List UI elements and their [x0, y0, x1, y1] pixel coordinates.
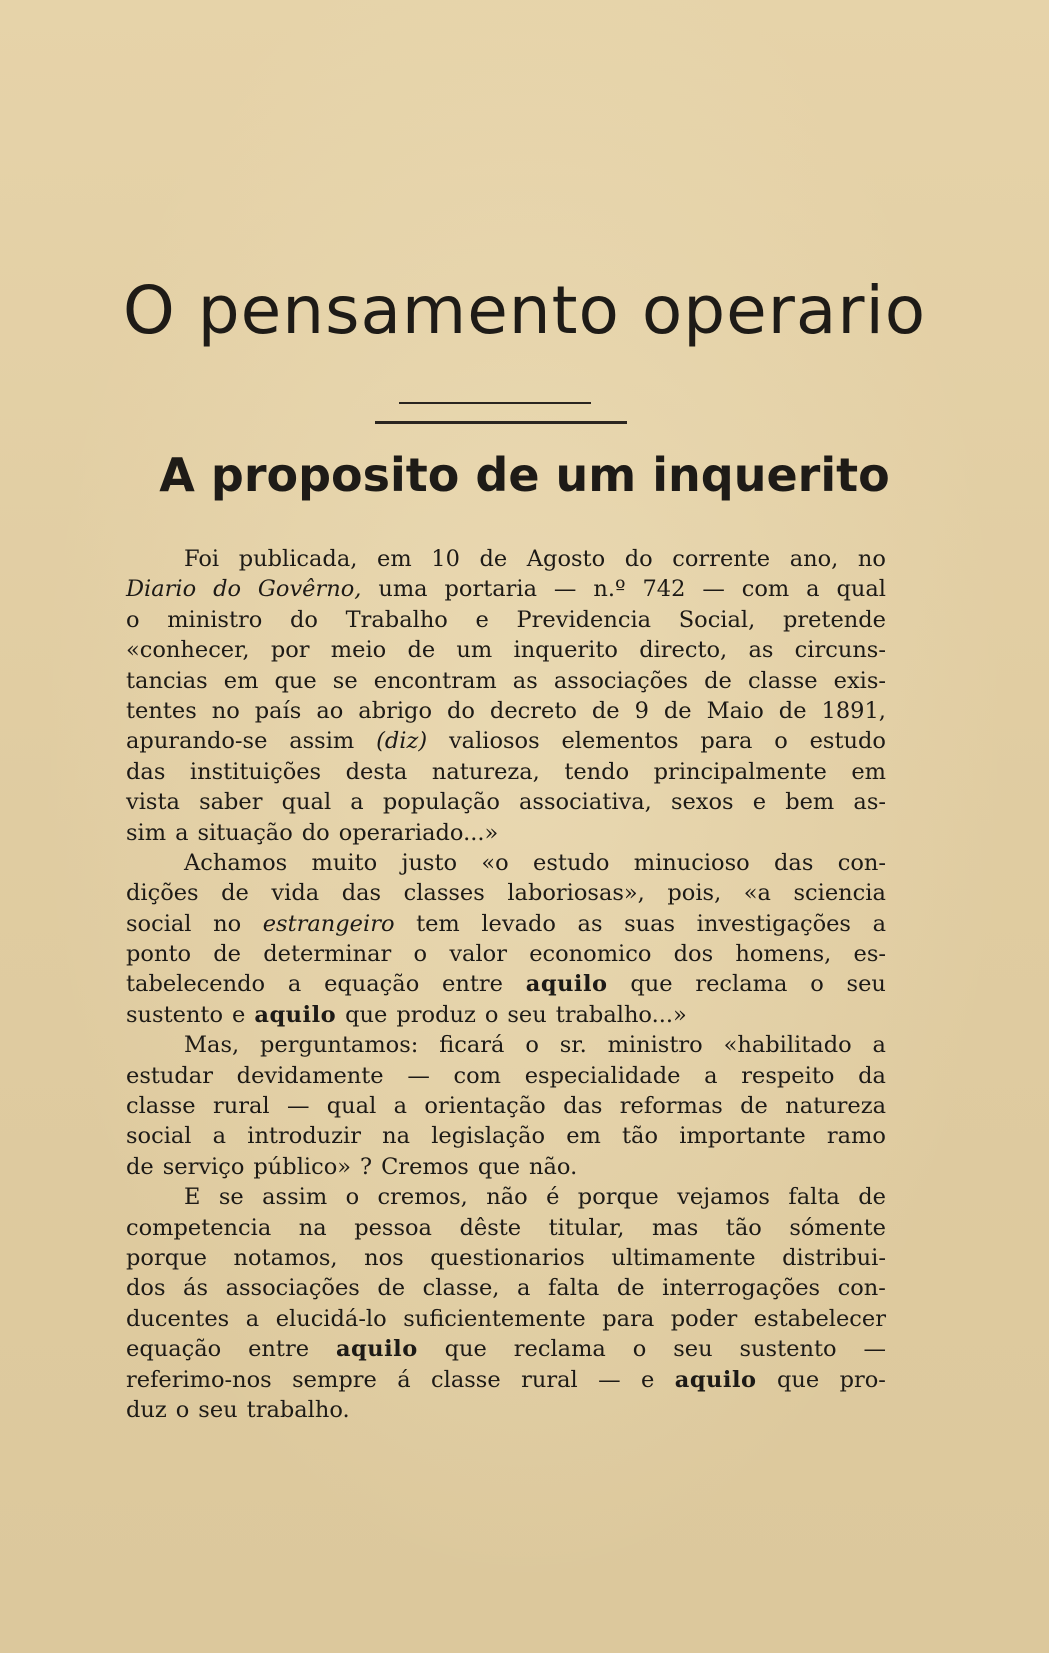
word: e — [752, 789, 767, 816]
word: de — [126, 1153, 154, 1180]
word: sustento — [739, 1336, 837, 1363]
word: Trabalho — [345, 606, 448, 633]
word: a — [872, 1032, 886, 1059]
word: em — [566, 1123, 601, 1150]
word: sexos — [670, 789, 734, 816]
word: natureza, — [431, 758, 540, 785]
word: bem — [785, 789, 835, 816]
word: seu — [198, 1396, 238, 1423]
word: Cremos — [381, 1153, 469, 1180]
text-line — [126, 848, 886, 878]
word: importante — [679, 1123, 806, 1150]
word: qual — [836, 576, 886, 603]
word: pessoa — [354, 1214, 432, 1241]
word: em — [377, 546, 412, 572]
word: equação — [324, 971, 420, 998]
word: com — [741, 576, 790, 603]
word: o — [126, 606, 140, 633]
word: 9 — [634, 697, 649, 724]
word: classe — [747, 667, 818, 694]
word: notamos, — [233, 1244, 338, 1271]
word: 1891, — [821, 697, 886, 724]
word: ás — [183, 1275, 209, 1302]
word: para — [602, 1305, 655, 1332]
word: associativa, — [519, 789, 652, 816]
text-line — [126, 544, 886, 574]
word: associações — [553, 667, 689, 694]
word: reclama — [513, 1336, 606, 1363]
word: em — [851, 758, 886, 785]
word: introduzir — [247, 1123, 361, 1150]
word: suas — [624, 910, 676, 937]
word: ao — [316, 697, 344, 724]
word: de — [704, 667, 732, 694]
word: minucioso — [633, 849, 750, 876]
text-line — [126, 1334, 886, 1364]
word: abrigo — [358, 697, 432, 724]
text-line — [126, 696, 886, 726]
word: natureza — [785, 1093, 886, 1120]
bold-word: aquilo — [674, 1366, 757, 1393]
word: legislação — [431, 1123, 546, 1150]
word: respeito — [741, 1062, 835, 1089]
text-line — [126, 666, 886, 696]
word: o — [632, 1336, 647, 1363]
word: devidamente — [236, 1062, 384, 1089]
word: as — [748, 637, 774, 664]
word: economico — [529, 941, 652, 968]
word: da — [858, 1062, 886, 1089]
word: que — [274, 667, 317, 694]
word: sr. — [559, 1032, 587, 1059]
word: ficará — [439, 1032, 505, 1059]
word: ministro — [167, 606, 263, 633]
word: «conhecer, — [126, 637, 250, 664]
bold-word: aquilo — [254, 1001, 337, 1028]
word: valor — [449, 941, 507, 968]
word: á — [397, 1366, 411, 1393]
word: orientação — [424, 1093, 546, 1120]
word: — — [407, 1062, 430, 1089]
word: interrogações — [662, 1275, 821, 1302]
word: o — [175, 1396, 190, 1423]
word: «o — [481, 849, 509, 876]
text-line — [126, 1000, 886, 1030]
word: operariado...» — [338, 819, 499, 846]
word: classe — [431, 1366, 501, 1393]
word: encontram — [373, 667, 497, 694]
word: se — [332, 667, 358, 694]
word: o — [810, 971, 824, 998]
word: é — [546, 1184, 560, 1211]
word: tancias — [126, 667, 208, 694]
word: investigações — [696, 910, 851, 937]
word: a — [287, 971, 302, 998]
word: dos — [126, 1275, 166, 1302]
word: perguntamos: — [260, 1032, 419, 1059]
word: — — [863, 1336, 886, 1363]
word: das — [774, 849, 814, 876]
text-line — [126, 1091, 886, 1121]
word: ? — [360, 1153, 373, 1180]
word: associações — [225, 1275, 360, 1302]
word: com — [453, 1062, 502, 1089]
word: seu — [507, 1001, 547, 1028]
word: serviço — [162, 1153, 245, 1180]
text-line — [126, 909, 886, 939]
word: ramo — [826, 1123, 886, 1150]
text-line — [126, 726, 886, 756]
word: — — [553, 576, 577, 603]
word: Social, — [678, 606, 756, 633]
word: um — [456, 637, 493, 664]
word: pois, — [667, 880, 722, 907]
word: na — [382, 1123, 411, 1150]
word: sciencia — [793, 880, 886, 907]
word: exis- — [833, 667, 886, 694]
word: de — [591, 697, 620, 724]
word: ano, — [789, 546, 839, 572]
word: trabalho...» — [555, 1001, 687, 1028]
word: no — [213, 910, 242, 937]
word: dos — [673, 941, 714, 968]
word: a — [516, 1275, 531, 1302]
word: Previdencia — [516, 606, 652, 633]
word: vida — [271, 880, 320, 907]
word: a — [704, 1062, 718, 1089]
word: entre — [248, 1336, 310, 1363]
text-line — [126, 574, 886, 604]
word: do — [446, 697, 475, 724]
word: classe — [126, 1093, 196, 1120]
text-line — [126, 757, 886, 787]
word: muito — [311, 849, 378, 876]
word: elucidá-lo — [275, 1305, 387, 1332]
word: portaria — [444, 576, 538, 603]
word: pro- — [839, 1366, 886, 1393]
text-line — [126, 635, 886, 665]
word: estudo — [809, 728, 886, 755]
italic-word: estrangeiro — [262, 910, 395, 937]
word: circuns- — [794, 637, 886, 664]
italic-word: do — [213, 576, 242, 603]
word: Maio — [706, 697, 764, 724]
word: meio — [330, 637, 387, 664]
word: a — [245, 1305, 260, 1332]
word: levado — [481, 910, 556, 937]
word: tão — [622, 1123, 659, 1150]
word: não. — [529, 1153, 578, 1180]
word: tentes — [126, 697, 197, 724]
word: que — [345, 1001, 388, 1028]
bold-word: aquilo — [525, 971, 608, 998]
text-line — [126, 1304, 886, 1334]
word: cremos, — [377, 1184, 468, 1211]
word: rural — [521, 1366, 578, 1393]
text-line — [126, 969, 886, 999]
word: o — [413, 941, 428, 968]
word: de — [407, 637, 436, 664]
word: o — [774, 728, 788, 755]
italic-word: Diario — [126, 576, 197, 603]
text-line — [126, 1273, 886, 1303]
word: seu — [673, 1336, 713, 1363]
word: trabalho. — [246, 1396, 350, 1423]
word: qual — [326, 1093, 377, 1120]
word: reclama — [695, 971, 788, 998]
word: Mas, — [184, 1032, 240, 1059]
word: directo, — [639, 637, 728, 664]
word: tão — [725, 1214, 762, 1241]
word: público» — [253, 1153, 352, 1180]
text-line — [126, 939, 886, 969]
word: a — [212, 1123, 227, 1150]
word: por — [270, 637, 310, 664]
text-line — [126, 818, 886, 848]
word: reformas — [619, 1093, 723, 1120]
word: o — [484, 1001, 499, 1028]
word: — — [286, 1093, 310, 1120]
word: de — [616, 1275, 645, 1302]
word: falta — [547, 1275, 600, 1302]
word: classe, — [422, 1275, 500, 1302]
word: es- — [853, 941, 886, 968]
word: de — [858, 1184, 886, 1211]
word: «a — [743, 880, 771, 907]
text-line — [126, 1030, 886, 1060]
word: de — [740, 1093, 768, 1120]
word: classes — [403, 880, 485, 907]
word: o — [345, 1184, 360, 1211]
word: assim — [262, 1184, 328, 1211]
word: entre — [442, 971, 503, 998]
word: tabelecendo — [126, 971, 266, 998]
text-line — [126, 1121, 886, 1151]
text-line — [126, 1213, 886, 1243]
word: de — [213, 941, 241, 968]
word: as — [512, 667, 538, 694]
word: publicada, — [238, 546, 358, 572]
word: que — [477, 1153, 521, 1180]
word: de — [377, 1275, 406, 1302]
word: sim — [126, 819, 167, 846]
word: situação — [197, 819, 293, 846]
word: E — [184, 1184, 201, 1211]
word: ducentes — [126, 1305, 230, 1332]
word: social — [126, 910, 192, 937]
text-line — [126, 1182, 886, 1212]
text-line — [126, 1061, 886, 1091]
word: porque — [577, 1184, 659, 1211]
text-line — [126, 605, 886, 635]
title-divider — [375, 421, 627, 424]
italic-word: Govêrno, — [257, 576, 362, 603]
word: de — [221, 880, 249, 907]
word: o — [525, 1032, 539, 1059]
word: de — [479, 546, 508, 572]
word: vejamos — [677, 1184, 770, 1211]
word: sustento — [126, 1001, 224, 1028]
word: n.º — [593, 576, 626, 603]
word: Achamos — [184, 849, 288, 876]
word: laboriosas», — [507, 880, 645, 907]
word: que — [444, 1336, 487, 1363]
text-line — [126, 1365, 886, 1395]
word: «habilitado — [723, 1032, 852, 1059]
word: tem — [416, 910, 460, 937]
word: poder — [670, 1305, 738, 1332]
word: e — [475, 606, 489, 633]
text-line — [126, 1152, 886, 1182]
word: a — [175, 819, 189, 846]
word: produz — [396, 1001, 476, 1028]
word: a — [872, 910, 886, 937]
word: 10 — [431, 546, 460, 572]
word: elementos — [561, 728, 679, 755]
text-line — [126, 787, 886, 817]
word: que — [630, 971, 673, 998]
word: população — [382, 789, 500, 816]
word: 742 — [642, 576, 686, 603]
word: as- — [853, 789, 886, 816]
word: de — [663, 697, 692, 724]
word: ponto — [126, 941, 192, 968]
word: instituições — [189, 758, 322, 785]
word: que — [776, 1366, 820, 1393]
word: das — [341, 880, 382, 907]
word: social — [126, 1123, 192, 1150]
word: pretende — [782, 606, 886, 633]
word: ministro — [607, 1032, 703, 1059]
word: tendo — [564, 758, 630, 785]
word: questionarios — [430, 1244, 585, 1271]
word: duz — [126, 1396, 167, 1423]
word: de — [778, 697, 807, 724]
word: valiosos — [448, 728, 540, 755]
text-line — [126, 1243, 886, 1273]
word: especialidade — [524, 1062, 681, 1089]
bold-word: aquilo — [335, 1336, 418, 1363]
italic-word: (diz) — [376, 728, 428, 755]
word: distribui- — [782, 1244, 886, 1271]
word: — — [598, 1366, 621, 1393]
word: mas — [651, 1214, 699, 1241]
word: — — [702, 576, 725, 603]
word: saber — [199, 789, 263, 816]
word: homens, — [735, 941, 832, 968]
word: corrente — [672, 546, 771, 572]
word: titular, — [548, 1214, 625, 1241]
word: sempre — [292, 1366, 377, 1393]
word: do — [301, 819, 330, 846]
word: no — [211, 697, 240, 724]
word: estabelecer — [753, 1305, 886, 1332]
word: referimo-nos — [126, 1366, 272, 1393]
word: qual — [281, 789, 332, 816]
word: se — [218, 1184, 244, 1211]
word: suficientemente — [403, 1305, 586, 1332]
word: desta — [345, 758, 408, 785]
word: das — [563, 1093, 603, 1120]
word: determinar — [263, 941, 392, 968]
word: justo — [401, 849, 458, 876]
word: das — [126, 758, 166, 785]
word: equação — [126, 1336, 222, 1363]
word: Agosto — [526, 546, 606, 572]
word: para — [700, 728, 753, 755]
text-line — [126, 1395, 886, 1425]
word: porque — [126, 1244, 207, 1271]
word: rural — [212, 1093, 270, 1120]
word: apurando-se — [126, 728, 268, 755]
word: con- — [837, 1275, 886, 1302]
word: e — [232, 1001, 246, 1028]
word: do — [624, 546, 653, 572]
text-line — [126, 878, 886, 908]
word: na — [298, 1214, 327, 1241]
word: assim — [289, 728, 355, 755]
word: não — [486, 1184, 528, 1211]
word: estudo — [533, 849, 610, 876]
word: Foi — [184, 546, 220, 572]
word: estudar — [126, 1062, 213, 1089]
word: no — [857, 546, 886, 572]
article-body — [126, 544, 886, 1425]
word: sómente — [789, 1214, 886, 1241]
word: a — [806, 576, 820, 603]
word: inquerito — [513, 637, 618, 664]
word: principalmente — [653, 758, 827, 785]
word: con- — [837, 849, 886, 876]
word: em — [223, 667, 259, 694]
word: ultimamente — [611, 1244, 756, 1271]
word: a — [350, 789, 364, 816]
word: decreto — [489, 697, 577, 724]
word: a — [393, 1093, 408, 1120]
word: uma — [378, 576, 428, 603]
word: dições — [126, 880, 199, 907]
word: competencia — [126, 1214, 272, 1241]
article-title: O pensamento operario — [122, 272, 927, 349]
word: vista — [126, 789, 180, 816]
word: dêste — [459, 1214, 522, 1241]
word: as — [577, 910, 603, 937]
word: seu — [846, 971, 886, 998]
word: nos — [364, 1244, 404, 1271]
title-divider-thin — [399, 402, 591, 404]
word: falta — [788, 1184, 840, 1211]
article-subtitle: A proposito de um inquerito — [159, 448, 890, 502]
word: do — [290, 606, 318, 633]
word: país — [254, 697, 302, 724]
word: e — [641, 1366, 655, 1393]
